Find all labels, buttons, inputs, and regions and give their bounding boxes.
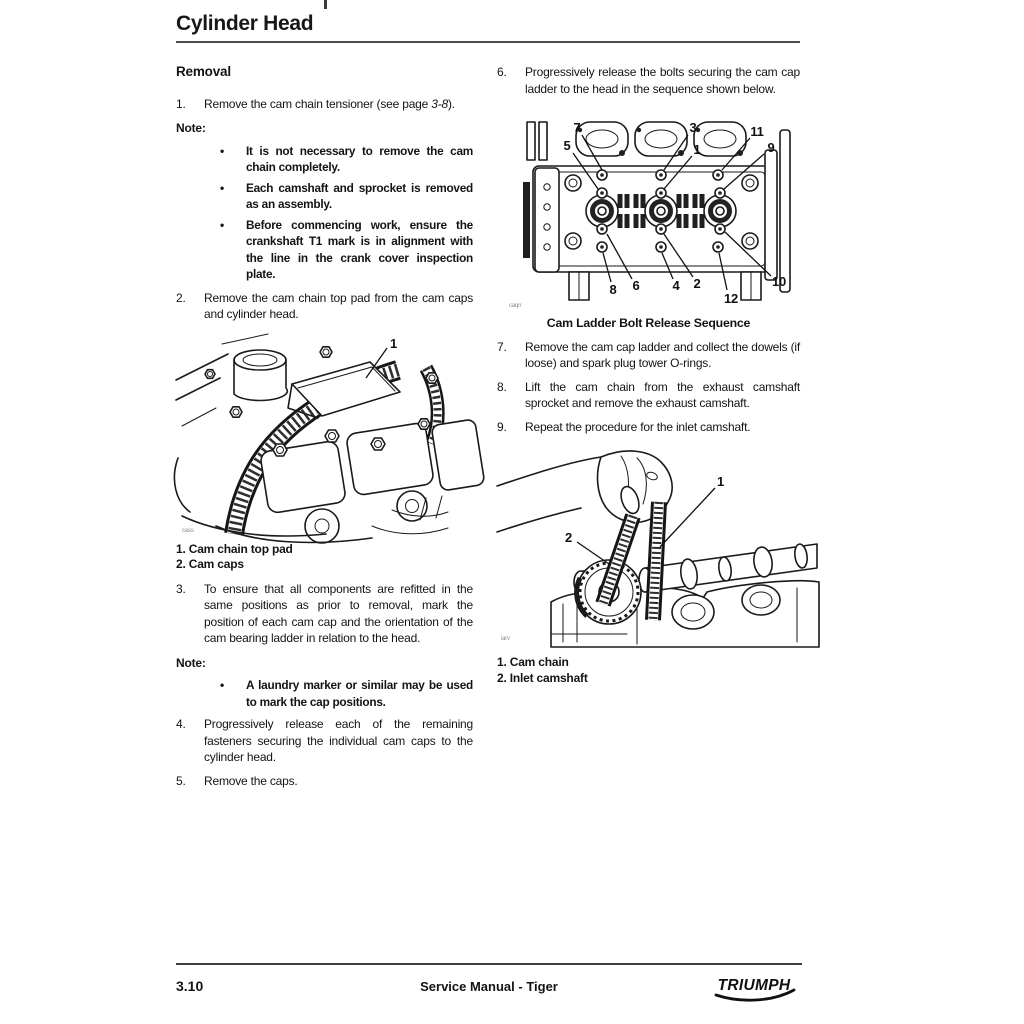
- step-7: [497, 339, 800, 372]
- inlet-ports: [576, 122, 746, 156]
- step-9-text: Repeat the procedure for the inlet camshaft.: [525, 419, 751, 434]
- figure3-caption-line: 2. Inlet camshaft: [497, 670, 588, 685]
- footer-page-number: 3.10: [176, 978, 204, 994]
- step-4: [176, 716, 473, 766]
- bolt-number-label: 8: [609, 282, 617, 297]
- bullet-marker: •: [220, 180, 225, 195]
- triumph-logo-text: TRIUMPH: [717, 977, 791, 994]
- footer-manual-title: Service Manual - Tiger: [420, 979, 558, 994]
- figure1-code: cass: [182, 527, 194, 534]
- step-4-number: 4.: [176, 717, 186, 731]
- step-2-text: Remove the cam chain top pad from the cam caps and cylinder head.: [204, 290, 473, 321]
- figure3-caption-line: 1. Cam chain: [497, 655, 569, 669]
- bolt-number-label: 2: [693, 276, 701, 291]
- step-3: [176, 581, 473, 647]
- note-bullet: [176, 677, 473, 710]
- step-6-number: 6.: [497, 65, 507, 79]
- step-1-number: 1.: [176, 96, 186, 111]
- bolt-sequence-diagram: [503, 110, 803, 310]
- figure3-caption: [497, 655, 800, 686]
- note-bullet-text: Each camshaft and sprocket is removed as an assembly.: [246, 180, 473, 211]
- note-bullet-text: It is not necessary to remove the cam chain completely.: [246, 143, 473, 174]
- step-6: [497, 64, 800, 97]
- figure2-title: Cam Ladder Bolt Release Sequence: [546, 316, 751, 330]
- bolt-number-label: 3: [689, 120, 697, 135]
- column-right: [497, 64, 800, 694]
- note-bullet: [176, 217, 473, 283]
- step-3-number: 3.: [176, 581, 186, 596]
- bullet-marker: •: [220, 143, 225, 158]
- figure1-callout-label: 1: [390, 335, 398, 351]
- footer-rule: [176, 963, 802, 965]
- step-4-text: Progressively release each of the remaining fasteners securing the individual cam caps to the cylinder head.: [204, 717, 473, 764]
- figure1-caption-line: 1. Cam chain top pad: [176, 541, 293, 556]
- bolt-number-label: 4: [672, 278, 680, 293]
- step-8-number: 8.: [497, 379, 507, 394]
- camshaft-journals: [586, 195, 736, 227]
- step-3-text: To ensure that all components are refitted in the same positions as prior to removal, mark the position of each cam cap and the orientation of the cam bearing ladder in relation to the head.: [204, 581, 473, 645]
- bolt-number-label: 9: [767, 140, 775, 155]
- header-rule: [176, 41, 800, 43]
- step-5-number: 5.: [176, 773, 186, 788]
- step-5: [176, 773, 473, 790]
- step-5-text: Remove the caps.: [204, 773, 298, 788]
- page-title: Cylinder Head: [176, 12, 314, 35]
- section-heading-removal: Removal: [176, 64, 231, 79]
- step-1-text-pre: Remove the cam chain tensioner (see page: [204, 96, 432, 111]
- bolt-number-label: 1: [693, 142, 701, 157]
- cam-chain-top-pad-figure: [176, 330, 473, 537]
- bolt-number-label: 5: [563, 138, 571, 153]
- bolt-number-label: 12: [723, 291, 739, 306]
- bolt-number-label: 6: [632, 278, 640, 293]
- bolt-number-label: 10: [771, 274, 787, 289]
- step-7-text: Remove the cam cap ladder and collect the dowels (if loose) and spark plug tower O-rings.: [525, 339, 800, 370]
- figure3-code: iarv: [501, 636, 510, 642]
- step-9: [497, 419, 800, 436]
- note-label-2: Note:: [176, 655, 206, 670]
- cam-chain-removal-figure: [497, 442, 820, 647]
- note-bullet-text: A laundry marker or similar may be used to mark the cap positions.: [246, 678, 473, 709]
- bullet-marker: •: [220, 217, 225, 232]
- step-2: [176, 290, 473, 323]
- step-8-text: Lift the cam chain from the exhaust camshaft sprocket and remove the exhaust camshaft.: [525, 379, 800, 410]
- step-2-number: 2.: [176, 290, 186, 305]
- figure1-caption: [176, 542, 473, 573]
- figure3-callout-2: 2: [565, 530, 573, 545]
- step-8: [497, 379, 800, 412]
- step-1-text: [204, 96, 473, 113]
- note-bullet: [176, 180, 473, 213]
- bolt-number-label: 11: [750, 124, 764, 139]
- figure2-code: caqn: [509, 303, 522, 309]
- step-1: [176, 96, 473, 113]
- page-footer: [176, 963, 802, 1006]
- page-header: [176, 12, 800, 43]
- figure3-callout-1: 1: [717, 474, 725, 489]
- triumph-logo: [706, 976, 802, 1004]
- figure1-caption-line: 2. Cam caps: [176, 557, 244, 571]
- step-9-number: 9.: [497, 419, 507, 434]
- step-7-number: 7.: [497, 339, 507, 354]
- note-bullet-text: Before commencing work, ensure the crankshaft T1 mark is in alignment with the line in the crank cover inspection plate.: [246, 217, 473, 281]
- note-bullet: [176, 143, 473, 176]
- step-1-text-post: ).: [448, 96, 455, 111]
- column-left: [176, 64, 473, 796]
- step-1-page-ref: 3-8: [431, 96, 449, 111]
- mechanic-hand: [497, 451, 672, 532]
- note-label-1: Note:: [176, 121, 206, 135]
- scan-speck: [324, 0, 327, 9]
- bolt-number-label: 7: [573, 120, 581, 135]
- step-6-text: Progressively release the bolts securing the cam cap ladder to the head in the sequence shown below.: [525, 65, 800, 96]
- bullet-marker: •: [220, 678, 225, 692]
- spark-plug-tower: [234, 350, 287, 400]
